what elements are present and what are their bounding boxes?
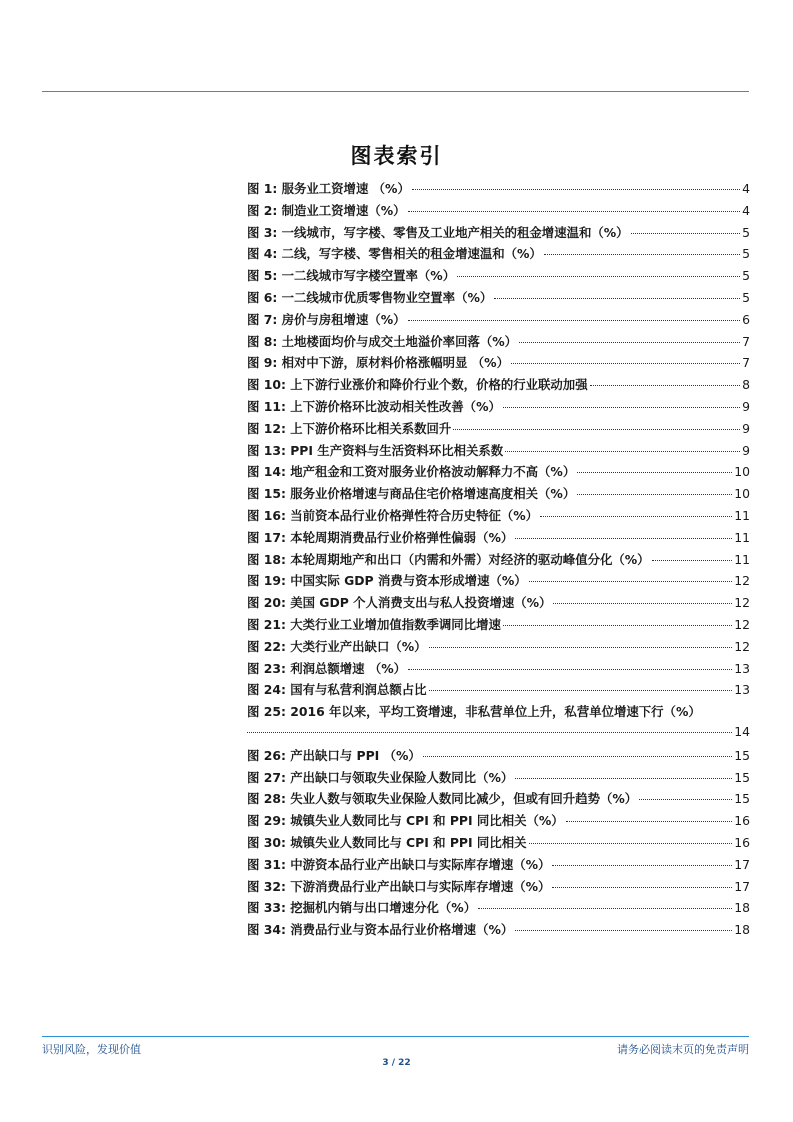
- toc-leader-dots: [529, 581, 733, 582]
- toc-leader-dots: [577, 494, 732, 495]
- toc-leader-dots: [478, 908, 732, 909]
- toc-leader-dots: [540, 516, 732, 517]
- toc-entry-page: 14: [734, 723, 750, 739]
- toc-entry[interactable]: [247, 746, 750, 768]
- toc-entry-label: 图 8: 土地楼面均价与成交土地溢价率回落（%）: [247, 333, 518, 349]
- toc-leader-dots: [423, 756, 732, 757]
- toc-entry[interactable]: [247, 680, 750, 702]
- toc-entry-label: 图 23: 利润总额增速 （%）: [247, 660, 407, 676]
- toc-entry-label: 图 17: 本轮周期消费品行业价格弹性偏弱（%）: [247, 529, 514, 545]
- toc-leader-dots: [429, 690, 733, 691]
- toc-entry[interactable]: [247, 593, 750, 615]
- toc-entry-label: 图 33: 挖掘机内销与出口增速分化（%）: [247, 900, 477, 916]
- toc-entry-page: 12: [734, 595, 750, 611]
- toc-entry[interactable]: [247, 659, 750, 681]
- toc-entry[interactable]: [247, 702, 750, 724]
- toc-leader-dots: [515, 538, 732, 539]
- toc-entry-page: 12: [734, 573, 750, 589]
- toc-entry-label: 图 34: 消费品行业与资本品行业价格增速（%）: [247, 922, 514, 938]
- toc-entry[interactable]: [247, 179, 750, 201]
- toc-entry-page: 15: [734, 791, 750, 807]
- toc-entry[interactable]: [247, 877, 750, 899]
- toc-leader-dots: [453, 429, 740, 430]
- toc-entry-page: 18: [734, 900, 750, 916]
- toc-entry[interactable]: [247, 898, 750, 920]
- toc-leader-dots: [511, 363, 740, 364]
- toc-entry[interactable]: [247, 462, 750, 484]
- toc-entry[interactable]: [247, 615, 750, 637]
- toc-entry-page: 9: [742, 442, 750, 458]
- toc-entry-label: 图 14: 地产租金和工资对服务业价格波动解释力不高（%）: [247, 464, 576, 480]
- footer-divider: [42, 1036, 749, 1037]
- toc-entry-label: 图 12: 上下游价格环比相关系数回升: [247, 420, 452, 436]
- toc-entry[interactable]: [247, 419, 750, 441]
- toc-entry[interactable]: [247, 223, 750, 245]
- toc-entry-page: 4: [742, 181, 750, 196]
- toc-entry-page: 5: [742, 289, 750, 305]
- toc-leader-dots: [519, 342, 740, 343]
- toc-entry-page: 9: [742, 420, 750, 436]
- toc-entry[interactable]: [247, 441, 750, 463]
- toc-entry-page: 7: [742, 355, 750, 371]
- toc-entry-label: 图 32: 下游消费品行业产出缺口与实际库存增速（%）: [247, 878, 551, 894]
- toc-entry-page: 11: [734, 551, 750, 567]
- toc-entry-label: 图 13: PPI 生产资料与生活资料环比相关系数: [247, 442, 504, 458]
- toc-entry-label: 图 22: 大类行业产出缺口（%）: [247, 638, 427, 654]
- toc-leader-dots: [503, 407, 740, 408]
- toc-entry-page: 16: [734, 834, 750, 850]
- toc-entry[interactable]: [247, 506, 750, 528]
- toc-entry[interactable]: [247, 550, 750, 572]
- toc-entry-page: 18: [734, 922, 750, 938]
- toc-entry[interactable]: [247, 528, 750, 550]
- toc-leader-dots: [429, 647, 733, 648]
- toc-entry[interactable]: [247, 920, 750, 942]
- toc-entry-label: 图 18: 本轮周期地产和出口（内需和外需）对经济的驱动峰值分化（%）: [247, 551, 650, 567]
- toc-entry-label: 图 5: 一二线城市写字楼空置率（%）: [247, 268, 456, 284]
- toc-entry-page: 10: [734, 464, 750, 480]
- toc-entry-label: 图 31: 中游资本品行业产出缺口与实际库存增速（%）: [247, 856, 551, 872]
- footer-slogan: 识别风险，发现价值: [42, 1043, 141, 1056]
- toc-leader-dots: [590, 385, 741, 386]
- toc-entry[interactable]: [247, 288, 750, 310]
- toc-entry-page: 13: [734, 682, 750, 698]
- toc-entry-label: 图 7: 房价与房租增速（%）: [247, 311, 406, 327]
- toc-entry-label: 图 26: 产出缺口与 PPI （%）: [247, 747, 421, 763]
- toc-entry[interactable]: [247, 310, 750, 332]
- toc-entry-label: 图 6: 一二线城市优质零售物业空置率（%）: [247, 289, 493, 305]
- toc-leader-dots: [552, 865, 732, 866]
- toc-entry[interactable]: [247, 244, 750, 266]
- toc-entry-page: 12: [734, 616, 750, 632]
- toc-entry[interactable]: [247, 855, 750, 877]
- toc-entry-label: 图 30: 城镇失业人数同比与 CPI 和 PPI 同比相关: [247, 834, 527, 850]
- toc-entry[interactable]: [247, 397, 750, 419]
- page-number: 3 / 22: [382, 1058, 411, 1068]
- toc-entry[interactable]: [247, 201, 750, 223]
- toc-entry-page: 9: [742, 398, 750, 414]
- toc-entry[interactable]: [247, 789, 750, 811]
- toc-leader-dots: [247, 732, 732, 733]
- toc-leader-dots: [505, 451, 740, 452]
- toc-entry[interactable]: [247, 375, 750, 397]
- toc-leader-dots: [652, 560, 733, 561]
- toc-entry-label: 图 9: 相对中下游，原材料价格涨幅明显 （%）: [247, 355, 509, 371]
- toc-entry-page: 7: [742, 333, 750, 349]
- toc-leader-dots: [544, 254, 740, 255]
- toc-entry-label: 图 10: 上下游行业涨价和降价行业个数，价格的行业联动加强: [247, 377, 588, 393]
- toc-entry-page: 16: [734, 813, 750, 829]
- toc-leader-dots: [408, 211, 741, 212]
- toc-entry-page: 15: [734, 747, 750, 763]
- toc-entry-page: 5: [742, 224, 750, 240]
- toc-leader-dots: [529, 843, 733, 844]
- toc-entry[interactable]: [247, 724, 750, 746]
- toc-entry-page: 11: [734, 507, 750, 523]
- toc-leader-dots: [639, 799, 732, 800]
- toc-entry-label: 图 20: 美国 GDP 个人消费支出与私人投资增速（%）: [247, 595, 552, 611]
- toc-entry-label: 图 21: 大类行业工业增加值指数季调同比增速: [247, 616, 501, 632]
- toc-entry[interactable]: [247, 571, 750, 593]
- toc-entry-page: 11: [734, 529, 750, 545]
- toc-leader-dots: [457, 276, 740, 277]
- toc-entry-page: 5: [742, 268, 750, 284]
- toc-entry[interactable]: [247, 353, 750, 375]
- toc-entry-page: 15: [734, 769, 750, 785]
- toc-entry[interactable]: [247, 768, 750, 790]
- toc-entry-label: 图 16: 当前资本品行业价格弹性符合历史特征（%）: [247, 507, 539, 523]
- toc-entry-page: 8: [742, 377, 750, 393]
- toc-entry-page: 13: [734, 660, 750, 676]
- toc-leader-dots: [408, 669, 732, 670]
- toc-entry-label: 图 15: 服务业价格增速与商品住宅价格增速高度相关（%）: [247, 486, 576, 502]
- toc-entry-label: 图 29: 城镇失业人数同比与 CPI 和 PPI 同比相关（%）: [247, 813, 564, 829]
- figure-index-list: [247, 179, 750, 942]
- toc-entry[interactable]: [247, 637, 750, 659]
- toc-entry-page: 6: [742, 311, 750, 327]
- toc-entry-label: 图 24: 国有与私营利润总额占比: [247, 682, 427, 698]
- toc-leader-dots: [552, 887, 732, 888]
- page-title: 图表索引: [350, 144, 443, 168]
- toc-entry-page: 4: [742, 202, 750, 218]
- toc-entry-label: 图 28: 失业人数与领取失业保险人数同比减少，但或有回升趋势（%）: [247, 791, 638, 807]
- toc-leader-dots: [566, 821, 733, 822]
- toc-entry-label: 图 25: 2016 年以来，平均工资增速，非私营单位上升，私营单位增速下行（%）: [247, 704, 701, 720]
- header-divider: [42, 91, 749, 92]
- toc-entry-label: 图 2: 制造业工资增速（%）: [247, 202, 406, 218]
- toc-entry-label: 图 4: 二线，写字楼、零售相关的租金增速温和（%）: [247, 246, 542, 262]
- toc-entry-page: 17: [734, 878, 750, 894]
- toc-entry-page: 5: [742, 246, 750, 262]
- toc-leader-dots: [631, 233, 741, 234]
- toc-entry[interactable]: [247, 332, 750, 354]
- toc-leader-dots: [408, 320, 741, 321]
- toc-leader-dots: [553, 603, 732, 604]
- toc-leader-dots: [503, 625, 732, 626]
- toc-entry[interactable]: [247, 266, 750, 288]
- toc-leader-dots: [577, 472, 732, 473]
- toc-entry[interactable]: [247, 484, 750, 506]
- toc-leader-dots: [412, 189, 740, 190]
- toc-leader-dots: [494, 298, 740, 299]
- toc-entry[interactable]: [247, 811, 750, 833]
- toc-entry-label: 图 19: 中国实际 GDP 消费与资本形成增速（%）: [247, 573, 527, 589]
- toc-leader-dots: [515, 930, 732, 931]
- toc-entry-label: 图 1: 服务业工资增速 （%）: [247, 181, 410, 196]
- toc-entry-page: 12: [734, 638, 750, 654]
- toc-entry-label: 图 11: 上下游价格环比波动相关性改善（%）: [247, 398, 501, 414]
- toc-entry-page: 17: [734, 856, 750, 872]
- toc-leader-dots: [515, 778, 732, 779]
- footer-disclaimer-link[interactable]: 请务必阅读末页的免责声明: [617, 1043, 749, 1056]
- toc-entry-label: 图 3: 一线城市，写字楼、零售及工业地产相关的租金增速温和（%）: [247, 224, 629, 240]
- toc-entry-page: 10: [734, 486, 750, 502]
- toc-entry-label: 图 27: 产出缺口与领取失业保险人数同比（%）: [247, 769, 514, 785]
- toc-entry[interactable]: [247, 833, 750, 855]
